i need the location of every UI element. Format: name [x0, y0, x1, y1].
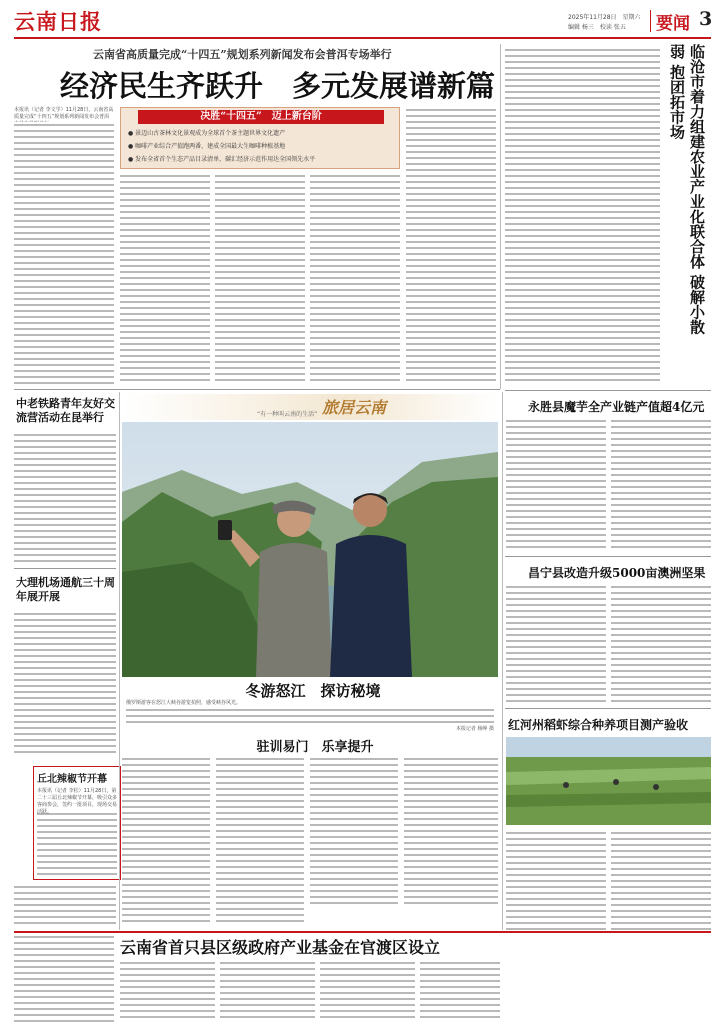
yongsheng-body-col-2: [611, 418, 711, 548]
main-bullet-1: ● 景迈山古茶林文化景观成为全球首个茶主题世界文化遗产: [128, 130, 286, 137]
feature-title: 旅居云南: [322, 398, 387, 417]
main-body-col-4: [310, 173, 400, 384]
main-body-col-5: [406, 107, 496, 384]
honghe-headline: 红河州稻虾综合种养项目测产验收: [508, 718, 689, 732]
feature-body-col-4: [404, 756, 498, 906]
sub-headline: 驻训易门 乐享提升: [256, 740, 374, 755]
feature-body-col-2: [216, 756, 304, 926]
photo-caption: 俄罗斯游客在怒江大峡谷游览拍照，感受峡谷风光。: [126, 700, 242, 706]
right-headline-box: [667, 44, 711, 344]
person-right-body: [330, 535, 412, 677]
bottom-body-col-4: [320, 960, 415, 1022]
changning-body-col-2: [611, 584, 711, 702]
main-bullet-3: ● 发布全省首个生态产品目录清单，碳汇经济示范作用达全国领先水平: [128, 156, 316, 163]
photo-headline: 冬游怒江 探访秘境: [245, 682, 381, 700]
bottom-body-col-5: [420, 960, 500, 1022]
worker-3: [653, 784, 659, 790]
feature-body-col-1: [122, 756, 210, 926]
bottom-headline: 云南省首只县区级政府产业基金在官渡区设立: [120, 938, 441, 957]
youth-headline: 中老铁路青年友好交流营活动在昆举行: [16, 397, 115, 424]
feature-body-col-3: [310, 756, 398, 906]
qiubei-lead: 本报讯（记者 李松）11月28日，第二十三届丘北辣椒节开幕，吸引众多客商参会，签约一批项目，现场交易活跃。: [37, 788, 118, 815]
right-body-col-1: [505, 47, 660, 385]
masthead: [0, 0, 721, 40]
honghe-photo-art: [506, 737, 711, 825]
page-number: 3: [699, 8, 713, 30]
main-body-col-2: [120, 173, 210, 384]
qiubei-body: [37, 811, 117, 877]
yongsheng-body-col-1: [506, 418, 606, 548]
main-bullet-2: ● 咖啡产业综合产值跑两番，建成全国最大生咖啡种植基地: [128, 143, 286, 150]
main-headline: 经济民生齐跃升 多元发展谱新篇: [60, 69, 496, 103]
bridge-headline: 大理机场通航三十周年展开展: [16, 576, 115, 603]
phone: [218, 520, 232, 540]
qiubei-box: [33, 766, 121, 880]
honghe-body-col-2: [611, 830, 711, 930]
bridge-body: [14, 611, 116, 757]
main-body-col-1: [14, 122, 114, 384]
photo-caption-more: [126, 707, 494, 725]
masthead-rule: [14, 37, 711, 39]
masthead-logo: 云南日报: [14, 9, 102, 34]
changning-headline: 昌宁县改造升级5000亩澳洲坚果: [528, 566, 706, 580]
main-body-col-3: [215, 173, 305, 384]
changning-body-col-1: [506, 584, 606, 702]
paddy-field: [506, 757, 711, 825]
main-banner: [138, 110, 384, 124]
bottom-body-col-3: [220, 960, 315, 1022]
honghe-body-col-1: [506, 830, 606, 930]
worker-2: [613, 779, 619, 785]
feature-photo: [122, 422, 498, 677]
section-label: 要闻: [656, 14, 690, 34]
honghe-photo: [506, 737, 711, 825]
youth-body: [14, 432, 116, 562]
bottom-body-col-1: [14, 934, 114, 1022]
worker-1: [563, 782, 569, 788]
feature-photo-art: [122, 422, 498, 677]
person-left-body: [256, 543, 332, 677]
left-bottom-body: [14, 884, 116, 924]
editor-line: 编辑 杨三 校读 张五: [568, 24, 626, 31]
main-byline: 本报讯（记者 李文学）11月28日，云南省高质量完成“十四五”规划系列新闻发布会普洱: [14, 107, 114, 120]
feature-sub: “有一种叫云南的生活”: [257, 411, 318, 418]
date-line: 2025年11月28日 星期六: [568, 14, 641, 21]
bottom-body-col-2: [120, 960, 215, 1022]
yongsheng-headline: 永胜县魔芋全产业链产值超4亿元: [528, 400, 705, 414]
main-banner-text: 决胜“十四五” 迈上新台阶: [200, 111, 322, 122]
feature-header: [122, 394, 498, 420]
main-kicker: 云南省高质量完成“十四五”规划系列新闻发布会普洱专场举行: [93, 48, 392, 61]
right-headline: 临沧市着力组建农业产业化联合体 破解小散弱 抱团拓市场: [668, 44, 706, 335]
qiubei-headline: 丘北辣椒节开幕: [37, 774, 107, 785]
photo-credit: 本报记者 杨峥 摄: [455, 726, 494, 732]
